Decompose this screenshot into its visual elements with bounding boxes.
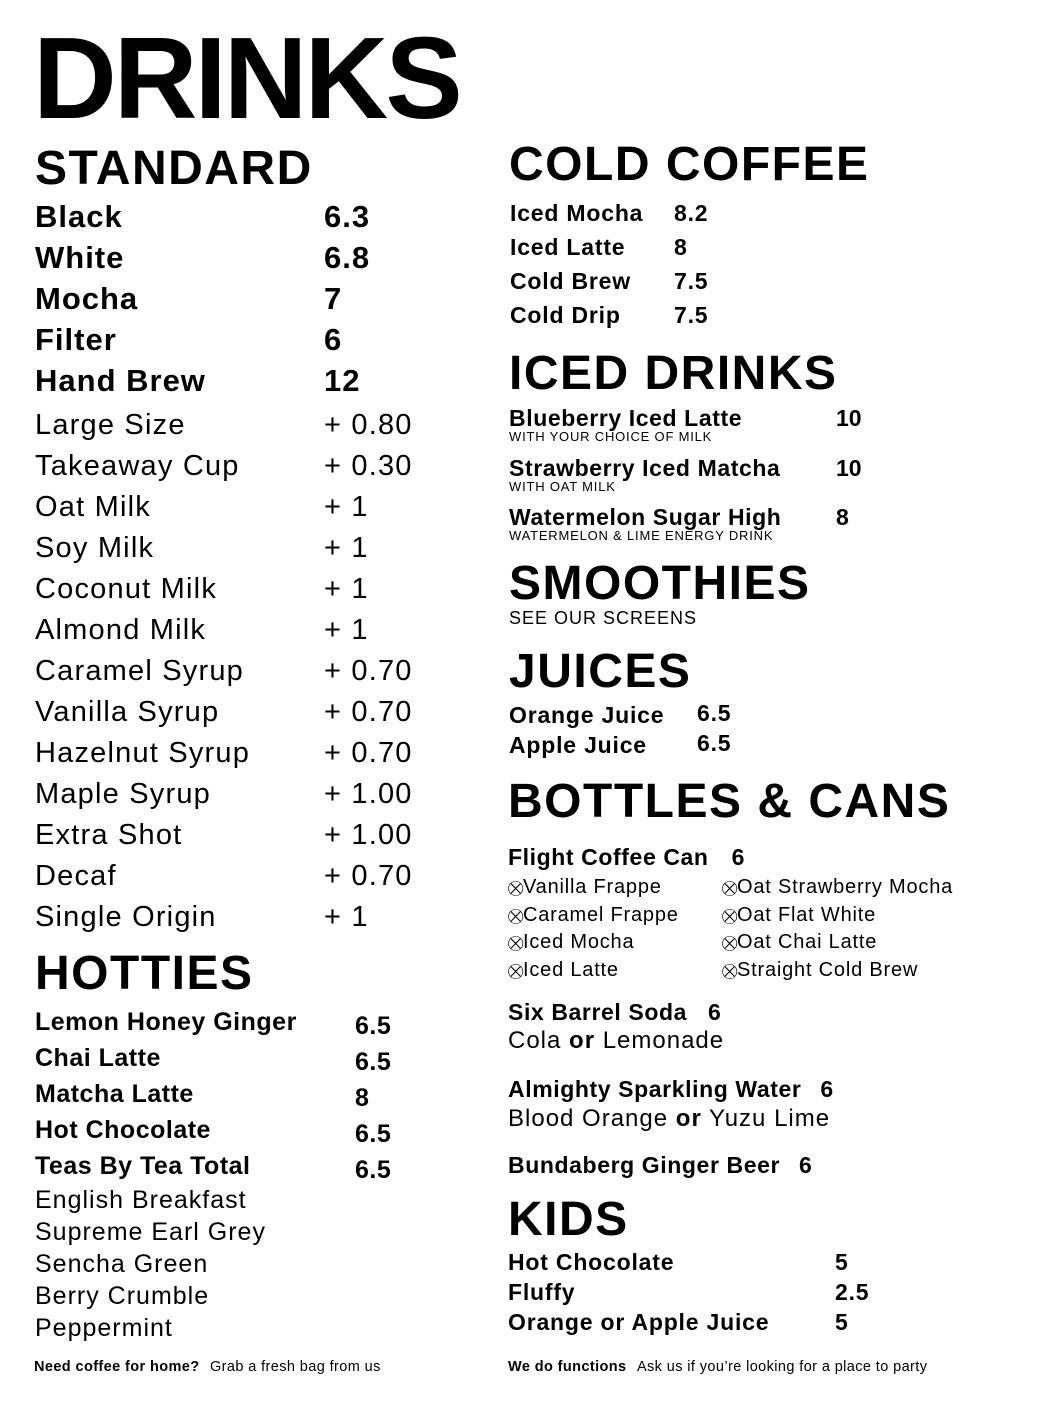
item-name: Hot Chocolate <box>35 1116 211 1144</box>
item-name: Six Barrel Soda <box>508 999 688 1025</box>
item-price: 8.2 <box>674 200 709 226</box>
extra-name: Large Size <box>35 409 186 441</box>
flavour-name: Iced Mocha <box>523 931 635 953</box>
item-name: Iced Mocha <box>510 200 644 226</box>
flavour-item <box>508 959 679 987</box>
extra-name: Soy Milk <box>35 532 155 564</box>
juices-heading: JUICES <box>509 645 692 698</box>
leaf-icon: ⛒ <box>722 935 739 952</box>
item-name: Chai Latte <box>35 1044 161 1072</box>
item-price: 2.5 <box>835 1279 870 1305</box>
item-price: 8 <box>674 234 688 260</box>
extra-name: Caramel Syrup <box>35 655 244 687</box>
item-price: 8 <box>836 504 849 530</box>
extra-name: Single Origin <box>35 901 217 933</box>
item-price: 8 <box>355 1084 370 1112</box>
option: Blood Orange <box>508 1105 669 1132</box>
tea-item: English Breakfast <box>35 1186 247 1214</box>
hotties-heading: HOTTIES <box>35 947 254 1000</box>
item-price: 6.5 <box>697 700 732 726</box>
iced-item <box>509 455 862 494</box>
footer-left-bold: Need coffee for home? <box>34 1359 200 1375</box>
item-price: 6 <box>324 322 343 357</box>
soda-options <box>508 1027 724 1055</box>
item-price: 6 <box>708 999 722 1025</box>
flavour-name: Caramel Frappe <box>523 903 679 926</box>
item-name: Iced Latte <box>510 234 626 260</box>
item-price: 6.3 <box>324 199 371 234</box>
flavour-name: Vanilla Frappe <box>523 876 662 898</box>
extra-name: Maple Syrup <box>35 778 211 810</box>
item-price: 6.8 <box>324 240 371 275</box>
item-price: 5 <box>835 1309 849 1335</box>
item-name: Flight Coffee Can <box>508 844 709 870</box>
extra-name: Coconut Milk <box>35 573 218 605</box>
option: Lemonade <box>602 1027 725 1054</box>
item-name: White <box>35 240 125 275</box>
item-name: Cold Brew <box>510 268 631 294</box>
water-options <box>508 1105 830 1133</box>
option-or: or <box>675 1105 702 1132</box>
leaf-icon: ⛒ <box>722 907 739 925</box>
item-price: 6.5 <box>355 1048 392 1076</box>
extra-name: Takeaway Cup <box>35 450 240 482</box>
iced-item <box>509 504 849 543</box>
extra-price: + 0.30 <box>324 450 413 482</box>
flavour-item <box>508 904 679 932</box>
item-description: WITH YOUR CHOICE OF MILK <box>509 429 713 444</box>
flight-coffee-row <box>508 844 745 871</box>
extra-price: + 1 <box>324 573 369 605</box>
extra-name: Hazelnut Syrup <box>35 737 251 769</box>
item-price: 6 <box>820 1076 834 1102</box>
item-name: Hand Brew <box>35 363 206 398</box>
item-name: Almighty Sparkling Water <box>508 1076 802 1102</box>
item-price: 10 <box>836 455 862 481</box>
option-or: or <box>569 1027 596 1054</box>
tea-item: Supreme Earl Grey <box>35 1218 266 1246</box>
extra-price: + 1 <box>324 491 369 523</box>
extra-price: + 1.00 <box>324 819 413 851</box>
item-name: Matcha Latte <box>35 1080 194 1108</box>
extra-price: + 1 <box>324 614 369 646</box>
tea-item: Sencha Green <box>35 1250 209 1278</box>
item-price: 6.5 <box>355 1120 392 1148</box>
item-description: WATERMELON & LIME ENERGY DRINK <box>509 528 774 543</box>
item-price: 7.5 <box>674 268 709 294</box>
flavours-left <box>508 876 679 986</box>
smoothies-heading: SMOOTHIES <box>509 557 811 610</box>
item-name: Fluffy <box>508 1279 576 1305</box>
standard-heading: STANDARD <box>35 142 313 195</box>
item-price: 7 <box>324 281 343 316</box>
footer-left <box>34 1359 381 1375</box>
soda-row <box>508 999 721 1026</box>
option: Yuzu Lime <box>709 1105 831 1132</box>
leaf-icon: ⛒ <box>722 962 739 980</box>
item-name: Apple Juice <box>509 732 647 758</box>
footer-right <box>508 1359 927 1375</box>
flavour-name: Oat Strawberry Mocha <box>737 876 954 898</box>
item-name: Blueberry Iced Latte <box>509 405 743 431</box>
item-name: Watermelon Sugar High <box>509 504 782 530</box>
tea-item: Berry Crumble <box>35 1282 210 1310</box>
extra-price: + 1.00 <box>324 778 413 810</box>
footer-right-bold: We do functions <box>508 1359 627 1375</box>
flavour-name: Straight Cold Brew <box>737 958 919 981</box>
item-price: 6 <box>731 844 745 870</box>
leaf-icon: ⛒ <box>508 962 525 980</box>
extra-name: Extra Shot <box>35 819 183 851</box>
ginger-beer-row <box>508 1152 812 1179</box>
flavour-item <box>722 931 953 959</box>
iced-item <box>509 405 862 444</box>
smoothies-note: SEE OUR SCREENS <box>509 608 698 628</box>
extra-name: Decaf <box>35 860 117 892</box>
item-price: 12 <box>324 363 361 398</box>
flavour-item <box>722 959 953 987</box>
menu-title: DRINKS <box>33 13 460 143</box>
item-price: 7.5 <box>674 302 709 328</box>
item-price: 6.5 <box>355 1012 392 1040</box>
item-price: 10 <box>836 405 862 431</box>
iced-drinks-heading: ICED DRINKS <box>509 347 838 400</box>
item-name: Hot Chocolate <box>508 1249 675 1275</box>
item-price: 6.5 <box>697 730 732 756</box>
extra-price: + 0.70 <box>324 737 413 769</box>
flavour-name: Oat Chai Latte <box>737 931 878 953</box>
item-name: Cold Drip <box>510 302 621 328</box>
flavour-item <box>508 931 679 959</box>
extra-price: + 0.70 <box>324 860 413 892</box>
item-name: Lemon Honey Ginger <box>35 1008 297 1036</box>
item-price: 5 <box>835 1249 849 1275</box>
leaf-icon: ⛒ <box>508 907 525 925</box>
extra-name: Oat Milk <box>35 491 151 523</box>
item-name: Orange Juice <box>509 702 665 728</box>
bottles-heading: BOTTLES & CANS <box>508 775 951 828</box>
item-name: Bundaberg Ginger Beer <box>508 1152 781 1178</box>
extra-price: + 1 <box>324 901 369 933</box>
extra-name: Vanilla Syrup <box>35 696 220 728</box>
flavour-item <box>722 876 953 904</box>
footer-right-text: Ask us if you’re looking for a place to party <box>636 1359 928 1375</box>
extra-name: Almond Milk <box>35 614 207 646</box>
extra-price: + 0.80 <box>324 409 413 441</box>
extra-price: + 0.70 <box>324 696 413 728</box>
item-price: 6.5 <box>355 1156 392 1184</box>
option: Cola <box>508 1027 562 1054</box>
item-name: Orange or Apple Juice <box>508 1309 770 1335</box>
tea-item: Peppermint <box>35 1314 173 1342</box>
flavours-right <box>722 876 953 986</box>
flavour-item <box>508 876 679 904</box>
extra-price: + 1 <box>324 532 369 564</box>
item-name: Strawberry Iced Matcha <box>509 455 781 481</box>
tea-list <box>35 1186 266 1346</box>
item-price: 6 <box>799 1152 813 1178</box>
item-name: Teas By Tea Total <box>35 1152 251 1180</box>
kids-heading: KIDS <box>508 1193 629 1246</box>
leaf-icon: ⛒ <box>722 880 739 897</box>
leaf-icon: ⛒ <box>508 935 525 952</box>
flavour-item <box>722 904 953 932</box>
water-row <box>508 1076 834 1103</box>
item-name: Filter <box>35 322 117 357</box>
cold-coffee-heading: COLD COFFEE <box>509 138 870 191</box>
flavour-name: Oat Flat White <box>737 903 877 926</box>
footer-left-text: Grab a fresh bag from us <box>209 1359 381 1375</box>
item-name: Mocha <box>35 281 139 316</box>
item-description: WITH OAT MILK <box>509 479 616 494</box>
extra-price: + 0.70 <box>324 655 413 687</box>
item-name: Black <box>35 199 123 234</box>
flavour-name: Iced Latte <box>523 958 619 981</box>
leaf-icon: ⛒ <box>508 880 525 897</box>
